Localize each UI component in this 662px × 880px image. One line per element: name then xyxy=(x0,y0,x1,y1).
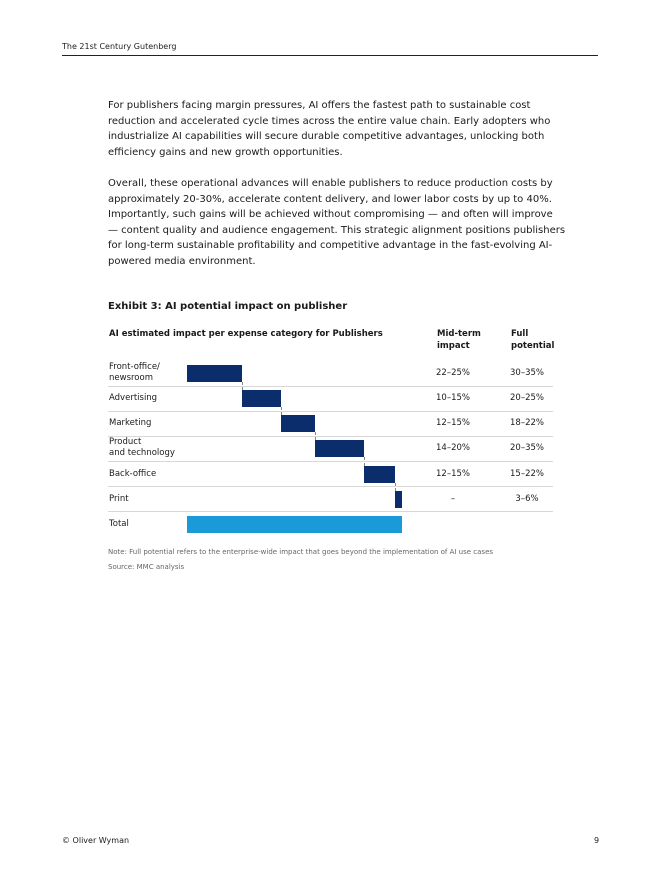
waterfall-bar xyxy=(395,491,402,508)
row-label-line: Total xyxy=(109,518,129,529)
waterfall-bar xyxy=(281,415,316,432)
row-label-line: Advertising xyxy=(109,392,158,403)
mid-term-value: 10–15% xyxy=(436,393,470,403)
row-label xyxy=(109,393,157,404)
waterfall-bar xyxy=(187,365,242,382)
row-label-line: Print xyxy=(109,493,129,504)
row-label-line: and technology xyxy=(109,448,175,458)
row-divider xyxy=(108,386,553,387)
paragraph-1 xyxy=(108,98,553,160)
row-label xyxy=(109,418,151,429)
row-label-line: Front-office/ xyxy=(109,362,160,372)
row-divider xyxy=(108,461,553,462)
footer-copyright: © Oliver Wyman xyxy=(62,836,130,845)
full-potential-value: 30–35% xyxy=(510,368,544,378)
row-label xyxy=(109,494,129,505)
row-label xyxy=(109,437,175,459)
column-header-mid-term: Mid-term impact xyxy=(437,329,481,351)
paragraph-line: powered media environment. xyxy=(108,255,256,267)
row-divider xyxy=(108,411,553,412)
full-potential-value: 3–6% xyxy=(515,494,539,504)
paragraph-line: — content quality and audience engagement. This strategic alignment positions publishers xyxy=(108,224,566,236)
row-label-line: Product xyxy=(109,437,142,447)
total-bar xyxy=(187,516,402,533)
page-number: 9 xyxy=(594,836,600,845)
mid-term-value: 12–15% xyxy=(436,469,470,479)
bar-connector xyxy=(364,457,365,466)
mid-term-value: – xyxy=(450,494,456,504)
chart-source: Source: MMC analysis xyxy=(108,563,185,571)
bar-connector xyxy=(242,382,243,390)
paragraph-line: for long-term sustainable profitability and competitive advantage in the fast-evolving AI- xyxy=(108,240,553,252)
bar-connector xyxy=(315,432,316,440)
mid-term-value: 22–25% xyxy=(436,368,470,378)
exhibit-title: Exhibit 3: AI potential impact on publisher xyxy=(108,301,348,312)
waterfall-bar xyxy=(364,466,395,483)
bar-connector xyxy=(281,407,282,415)
full-potential-value: 20–25% xyxy=(510,393,544,403)
paragraph-line: Importantly, such gains will be achieved without compromising — and often will improve xyxy=(108,209,553,221)
row-label xyxy=(109,362,160,384)
mid-term-value: 14–20% xyxy=(436,443,470,453)
waterfall-bar xyxy=(315,440,364,457)
row-label-line: Marketing xyxy=(109,417,152,428)
row-label-line: newsroom xyxy=(109,373,153,383)
paragraph-line: Overall, these operational advances will enable publishers to reduce production costs by xyxy=(108,178,553,189)
paragraph-line: reduction and accelerated cycle times across the entire value chain. Early adopters who xyxy=(108,115,551,127)
column-header-category: AI estimated impact per expense category for Publishers xyxy=(109,329,383,339)
row-label xyxy=(109,519,129,530)
row-label xyxy=(109,469,156,480)
waterfall-bar xyxy=(242,390,280,407)
paragraph-2 xyxy=(108,176,566,270)
full-potential-value: 15–22% xyxy=(510,469,544,479)
row-label-line: Back-office xyxy=(109,468,157,479)
paragraph-line: industrialize AI capabilities will secure durable competitive advantages, unlocking both xyxy=(108,131,545,143)
column-header-full-potential: Full potential xyxy=(511,329,555,351)
running-header: The 21st Century Gutenberg xyxy=(62,42,177,51)
bar-connector xyxy=(395,483,396,491)
full-potential-value: 20–35% xyxy=(510,443,544,453)
paragraph-line: efficiency gains and new growth opportunities. xyxy=(108,146,343,158)
header-rule xyxy=(62,55,598,56)
paragraph-line: For publishers facing margin pressures, AI offers the fastest path to sustainable cost xyxy=(108,100,531,111)
row-divider xyxy=(108,511,553,512)
mid-term-value: 12–15% xyxy=(436,418,470,428)
full-potential-value: 18–22% xyxy=(510,418,544,428)
row-divider xyxy=(108,486,553,487)
chart-note: Note: Full potential refers to the enterprise-wide impact that goes beyond the implementation of AI use cases xyxy=(108,548,494,556)
paragraph-line: approximately 20-30%, accelerate content delivery, and lower labor costs by up to 40%. xyxy=(108,193,552,205)
